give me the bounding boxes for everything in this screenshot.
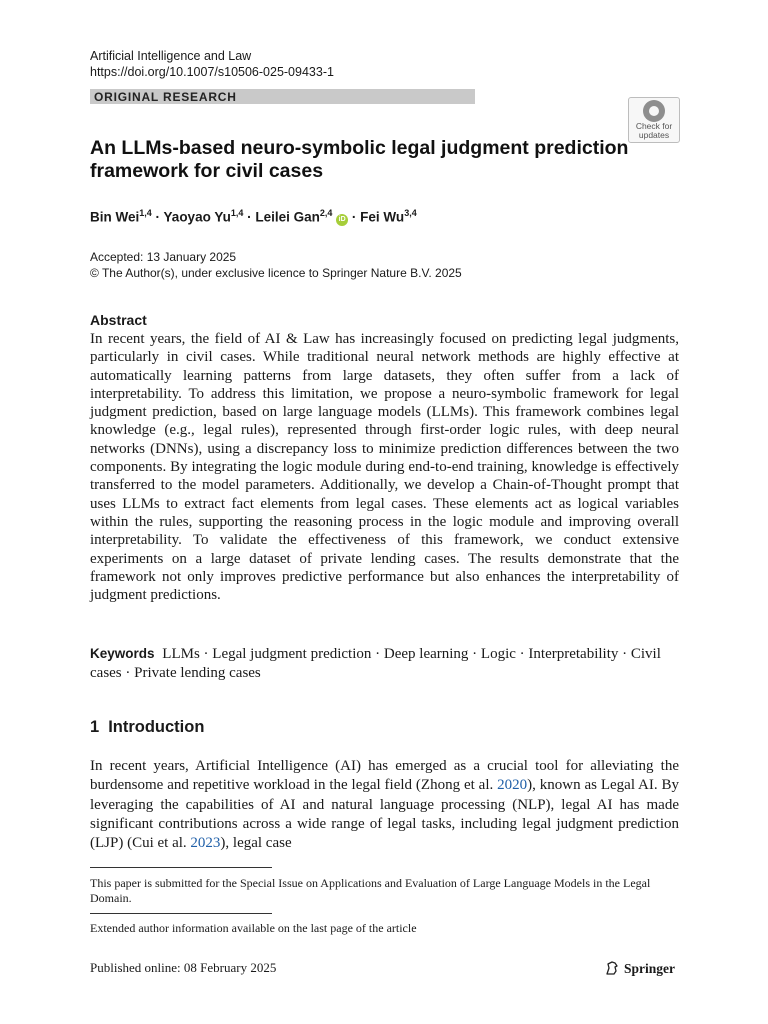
- check-for-updates-label: Check for updates: [635, 121, 673, 140]
- author-affiliation: 1,4: [139, 208, 152, 218]
- introduction-paragraph: In recent years, Artificial Intelligence (AI) has emerged as a crucial tool for alleviating the burdensome and repetitive workload in the legal field (Zhong et al. 2020), known as Legal AI. By leveraging the capabilities of AI and natural language processing (NLP), legal AI has made significant contributions across a wide range of legal tasks, including legal judgment prediction (LJP) (Cui et al. 2023), legal case: [90, 758, 679, 852]
- section-heading-introduction: [90, 718, 204, 737]
- springer-horse-icon: [604, 960, 620, 976]
- footnote-special-issue: This paper is submitted for the Special Issue on Applications and Evaluation of Large Language Models in the Legal Domain.: [90, 876, 651, 905]
- article-type-label: ORIGINAL RESEARCH: [94, 90, 237, 104]
- publisher-name: Springer: [624, 961, 676, 976]
- keywords-heading: Keywords: [90, 646, 155, 661]
- author-name[interactable]: Fei Wu: [360, 209, 405, 225]
- section-title: Introduction: [108, 718, 205, 736]
- section-number: 1: [90, 718, 100, 736]
- doi-link[interactable]: https://doi.org/10.1007/s10506-025-09433-1: [90, 65, 334, 79]
- orcid-icon[interactable]: iD: [336, 214, 348, 226]
- accepted-date: Accepted: 13 January 2025: [90, 250, 237, 264]
- author-affiliation: 1,4: [230, 208, 244, 218]
- copyright-notice: © The Author(s), under exclusive licence to Springer Nature B.V. 2025: [90, 266, 462, 280]
- author-list: [90, 208, 417, 226]
- journal-name: Artificial Intelligence and Law: [90, 49, 252, 63]
- footnote-divider: [90, 867, 272, 868]
- publication-dates: [90, 249, 462, 281]
- author-affiliation: 2,4: [319, 208, 333, 218]
- author-separator: ·: [151, 209, 164, 225]
- published-online-date: Published online: 08 February 2025: [90, 960, 277, 975]
- article-type-banner: [90, 89, 475, 104]
- abstract-heading: Abstract: [90, 312, 147, 328]
- abstract-text: In recent years, the field of AI & Law has increasingly focused on predicting legal judgments, particularly in civil cases. While traditional neural network methods are highly effective at automatically learning patterns from large datasets, they often suffer from a lack of interpretability. To address this limitation, we propose a neuro-symbolic framework for legal judgment prediction, based on large language models (LLMs). This framework combines legal knowledge (e.g., legal rules), represented through first-order logic rules, with deep neural networks (DNNs), using a discrepancy loss to minimize prediction differences between the two components. By integrating the logic module during end-to-end training, knowledge is effectively transferred to the model parameters. Additionally, we develop a Chain-of-Thought prompt that uses LLMs to extract fact elements from legal cases. These elements act as logical variables within the rules, supporting the reasoning process in the logic module and improving overall interpretability. To validate the effectiveness of this framework, we conduct extensive experiments on a large dataset of private lending cases. The results demonstrate that the framework not only improves predictive performance but also enhances the interpretability of judgment predictions.: [90, 331, 679, 604]
- author-name[interactable]: Bin Wei: [90, 209, 140, 225]
- journal-header: [90, 48, 334, 80]
- footnote-divider: [90, 913, 272, 914]
- author-affiliation: 3,4: [404, 208, 417, 218]
- update-icon: [643, 100, 665, 122]
- author-separator: ·: [348, 209, 361, 225]
- paper-title: An LLMs-based neuro-symbolic legal judgment prediction framework for civil cases: [90, 137, 629, 182]
- publisher-logo: [604, 960, 675, 977]
- citation-link[interactable]: 2023: [190, 835, 221, 852]
- citation-link[interactable]: 2020: [497, 777, 528, 794]
- keywords-block: [90, 645, 679, 682]
- author-name[interactable]: Leilei Gan: [255, 209, 320, 225]
- author-name[interactable]: Yaoyao Yu: [163, 209, 231, 225]
- keywords-text: LLMs · Legal judgment prediction · Deep learning · Logic · Interpretability · Civil cases · Private lending cases: [90, 646, 661, 681]
- author-separator: ·: [243, 209, 256, 225]
- footnote-author-info: Extended author information available on the last page of the article: [90, 921, 417, 935]
